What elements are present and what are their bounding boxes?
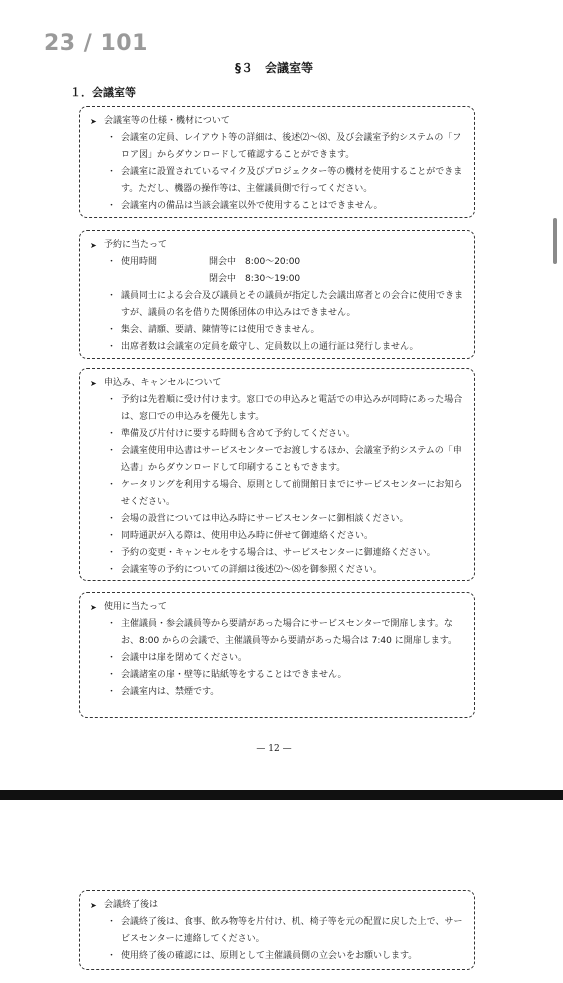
- list-item: ・ 会議室に設置されているマイク及びプロジェクター等の機材を使用することができます。ただし、機器の操作等は、主催議員側で行ってください。: [112, 164, 466, 198]
- page-number: — 12 —: [256, 744, 292, 754]
- arrow-bullet-icon: ➤: [90, 603, 97, 612]
- scrollbar-thumb[interactable]: [553, 218, 557, 264]
- arrow-bullet-icon: ➤: [90, 117, 97, 126]
- usage-hours: [90, 254, 466, 288]
- hours-out-of-session: 閉会中 8:30～19:00: [209, 274, 301, 284]
- box-usage: [79, 592, 475, 718]
- page-divider: [0, 790, 563, 800]
- box-after-meeting: [79, 890, 475, 970]
- viewer-gutter: [548, 0, 563, 790]
- box-reservation: [79, 230, 475, 359]
- list-item: ・ 会議室内は、禁煙です。: [112, 684, 466, 701]
- list-item: ・ 同時通訳が入る際は、使用申込み時に併せて御連絡ください。: [112, 528, 466, 545]
- box-application-cancel: [79, 368, 475, 581]
- list-item: ・ 会議中は扉を閉めてください。: [112, 650, 466, 667]
- list-item: ・ 予約は先着順に受け付けます。窓口での申込みと電話での申込みが同時にあった場合は、窓口での申込みを優先します。: [112, 392, 466, 426]
- list-item: ・ 使用終了後の確認には、原則として主催議員側の立会いをお願いします。: [112, 948, 466, 965]
- box-heading: 使用に当たって: [104, 602, 168, 612]
- hours-in-session: 開会中 8:00～20:00: [209, 257, 301, 267]
- arrow-bullet-icon: ➤: [90, 901, 97, 910]
- list-item: ・ ケータリングを利用する場合、原則として前開館日までにサービスセンターにお知らせください。: [112, 477, 466, 511]
- box-specs: [79, 106, 475, 218]
- list-item: ・ 議員同士による会合及び議員とその議員が指定した会議出席者との会合に使用できますが、議員の名を借りた関係団体の申込みはできません。: [112, 288, 466, 322]
- list-item: ・ 会議室の定員、レイアウト等の詳細は、後述⑵～⑻、及び会議室予約システムの「フロア図」からダウンロードして確認することができます。: [112, 130, 466, 164]
- box-heading: 会議室等の仕様・機材について: [104, 116, 230, 126]
- list-item: ・ 会議諸室の扉・壁等に貼紙等をすることはできません。: [112, 667, 466, 684]
- list-item: ・ 主催議員・参会議員等から要請があった場合にサービスセンターで開扉します。なお、8:00 からの会議で、主催議員等から要請があった場合は 7:40 に開扉します。: [112, 616, 466, 650]
- box-heading: 予約に当たって: [104, 240, 168, 250]
- list-item: ・ 出席者数は会議室の定員を厳守し、定員数以上の通行証は発行しません。: [112, 339, 466, 356]
- list-item: ・ 準備及び片付けに要する時間も含めて予約してください。: [112, 426, 466, 443]
- arrow-bullet-icon: ➤: [90, 379, 97, 388]
- arrow-bullet-icon: ➤: [90, 241, 97, 250]
- page-counter: 23 / 101: [44, 31, 148, 56]
- list-item: ・ 会場の設営については申込み時にサービスセンターに御相談ください。: [112, 511, 466, 528]
- box-heading: 申込み、キャンセルについて: [104, 378, 222, 388]
- section-title: §３ 会議室等: [234, 61, 313, 75]
- box-heading: 会議終了後は: [104, 900, 159, 910]
- subsection-title: １．会議室等: [70, 86, 136, 99]
- list-item: ・ 会議室使用申込書はサービスセンターでお渡しするほか、会議室予約システムの「申込書」からダウンロードして印刷することもできます。: [112, 443, 466, 477]
- list-item: ・ 会議室等の予約についての詳細は後述⑵～⑻を御参照ください。: [112, 562, 466, 579]
- usage-hours-label: ・ 使用時間: [112, 254, 209, 288]
- list-item: ・ 予約の変更・キャンセルをする場合は、サービスセンターに御連絡ください。: [112, 545, 466, 562]
- list-item: ・ 集会、請願、要請、陳情等には使用できません。: [112, 322, 466, 339]
- list-item: ・ 会議室内の備品は当該会議室以外で使用することはできません。: [112, 198, 466, 215]
- list-item: ・ 会議終了後は、食事、飲み物等を片付け、机、椅子等を元の配置に戻した上で、サービスセンターに連絡してください。: [112, 914, 466, 948]
